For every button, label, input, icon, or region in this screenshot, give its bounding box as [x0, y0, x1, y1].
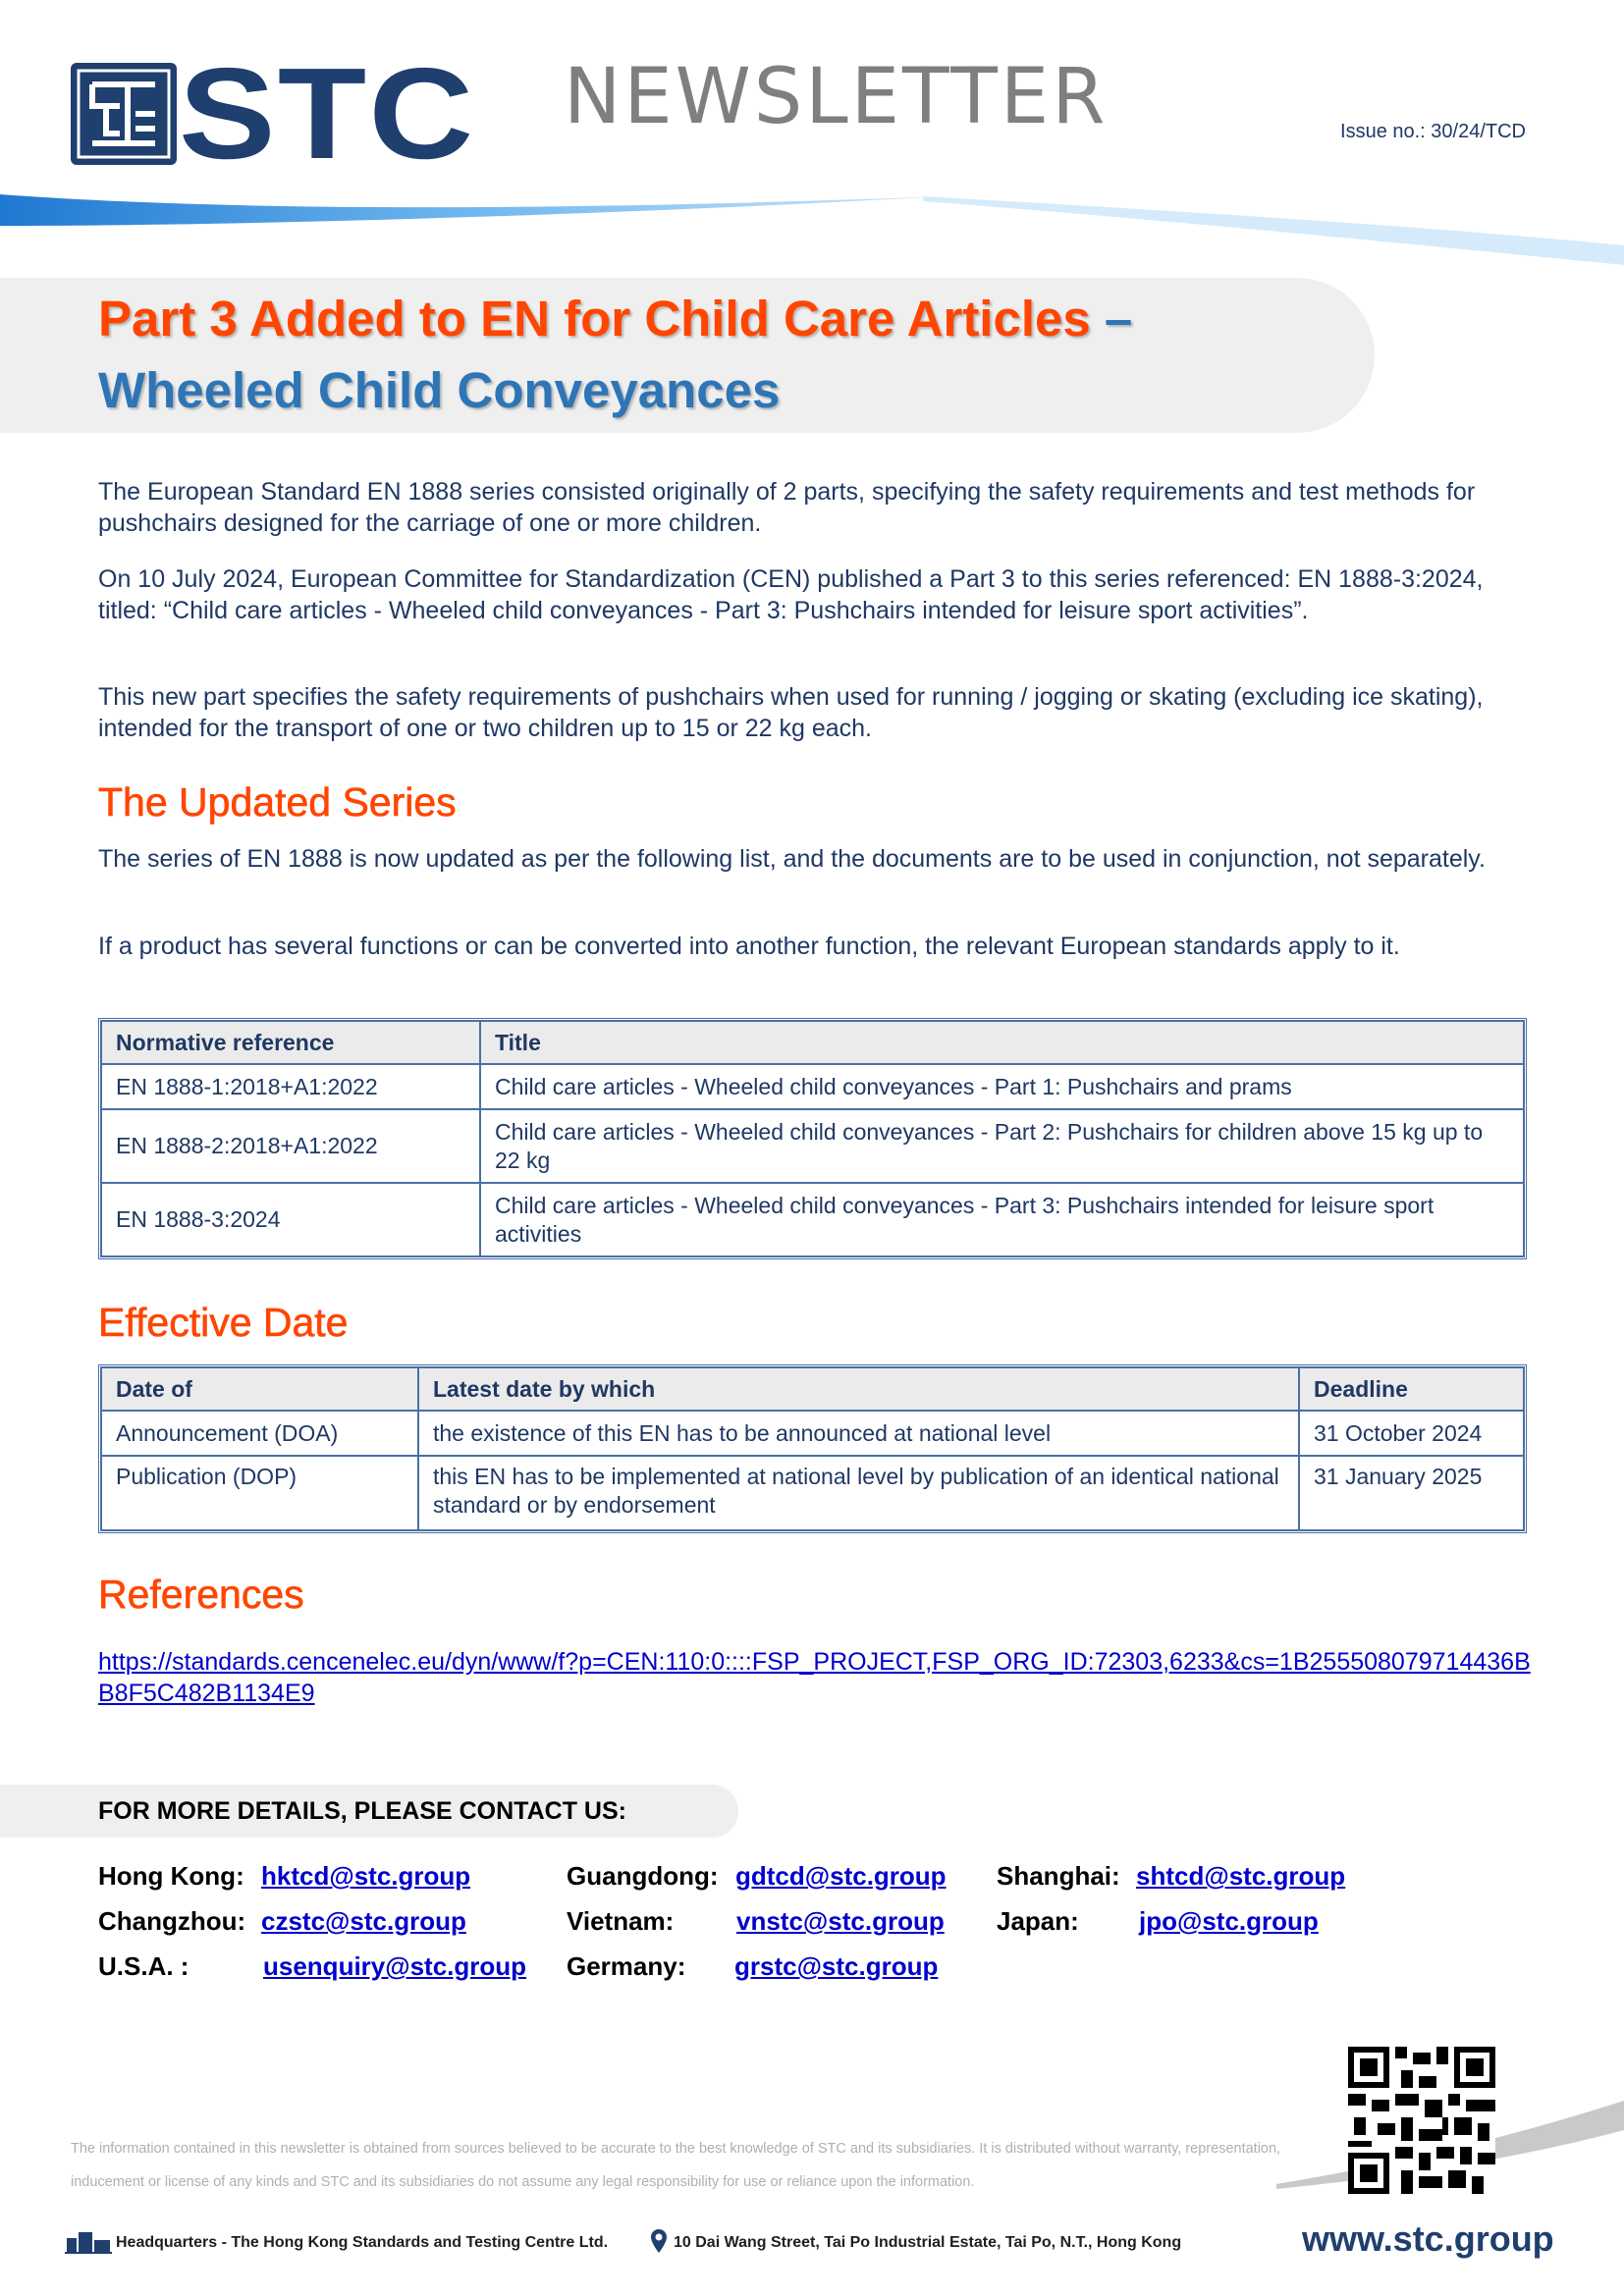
effective-date-table [98, 1364, 1527, 1533]
table-header-cell: Deadline [1299, 1367, 1524, 1411]
section-heading-references: References [98, 1572, 304, 1617]
intro-paragraph-1: The European Standard EN 1888 series consisted originally of 2 parts, specifying the safety requirements and test methods for pushchairs designed for the carriage of one or more children. [98, 478, 1476, 537]
section-heading-updated-series: The Updated Series [98, 779, 457, 825]
footer-address: 10 Dai Wang Street, Tai Po Industrial Estate, Tai Po, N.T., Hong Kong [674, 2234, 1182, 2251]
table-header-row [101, 1367, 1524, 1411]
contact-heading: FOR MORE DETAILS, PLEASE CONTACT US: [98, 1797, 626, 1825]
building-icon [65, 2228, 112, 2254]
contact-label-shanghai: Shanghai: [997, 1861, 1120, 1891]
article-title-line1: Part 3 Added to EN for Child Care Articles – [98, 291, 1133, 347]
contact-email-vietnam[interactable]: vnstc@stc.group [736, 1906, 945, 1936]
table-cell: Publication (DOP) [101, 1456, 418, 1530]
contact-email-hong-kong[interactable]: hktcd@stc.group [261, 1861, 471, 1891]
contact-label-changzhou: Changzhou: [98, 1906, 246, 1936]
footer-website[interactable]: www.stc.group [1302, 2218, 1554, 2259]
table-header-cell: Normative reference [101, 1021, 480, 1064]
normative-reference-table [98, 1018, 1527, 1259]
table-header-cell: Date of [101, 1367, 418, 1411]
qr-code-icon[interactable] [1348, 2047, 1495, 2194]
table-header-cell: Title [480, 1021, 1524, 1064]
header-swoosh [0, 177, 1624, 275]
contact-label-germany: Germany: [567, 1951, 686, 1981]
contact-email-shanghai[interactable]: shtcd@stc.group [1136, 1861, 1346, 1891]
table-cell: Child care articles - Wheeled child conveyances - Part 3: Pushchairs intended for leisure sport activities [480, 1183, 1524, 1256]
contact-email-japan[interactable]: jpo@stc.group [1139, 1906, 1319, 1936]
updated-paragraph-1: The series of EN 1888 is now updated as per the following list, and the documents are to be used in conjunction, not separately. [98, 845, 1486, 873]
table-row [101, 1456, 1524, 1530]
issue-number: Issue no.: 30/24/TCD [1340, 121, 1526, 142]
table-cell: the existence of this EN has to be announced at national level [418, 1411, 1299, 1456]
reference-link[interactable]: https://standards.cencenelec.eu/dyn/www/f?p=CEN:110:0::::FSP_PROJECT,FSP_ORG_ID:72303,6233&cs=1B255508079714436BB8F5C482B1134E9 [98, 1648, 1531, 1707]
table-cell: 31 October 2024 [1299, 1411, 1524, 1456]
newsletter-heading: NEWSLETTER [564, 53, 1109, 141]
table-row [101, 1411, 1524, 1456]
contact-email-guangdong[interactable]: gdtcd@stc.group [735, 1861, 947, 1891]
table-header-row [101, 1021, 1524, 1064]
contact-email-germany[interactable]: grstc@stc.group [734, 1951, 939, 1981]
table-row [101, 1109, 1524, 1183]
disclaimer-text: The information contained in this newsletter is obtained from sources believed to be accurate to the best knowledge of STC and its subsidiaries. It is distributed without warranty, representation, inducement or license of any kinds and STC and its subsidiaries do not assume any legal responsibility for use or reliance upon the information. [71, 2141, 1281, 2190]
section-heading-effective-date: Effective Date [98, 1300, 349, 1345]
stc-logo-mark [71, 63, 177, 165]
location-pin-icon [650, 2228, 668, 2254]
table-cell: Child care articles - Wheeled child conveyances - Part 2: Pushchairs for children above 15 kg up to 22 kg [480, 1109, 1524, 1183]
brand-logo-text: STC [179, 41, 476, 186]
contact-label-vietnam: Vietnam: [567, 1906, 675, 1936]
title-dash: – [1090, 291, 1133, 347]
stc-logo-icon [71, 63, 177, 165]
contact-email-usa[interactable]: usenquiry@stc.group [263, 1951, 527, 1981]
table-cell: 31 January 2025 [1299, 1456, 1524, 1530]
intro-paragraph-3: This new part specifies the safety requirements of pushchairs when used for running / jogging or skating (excluding ice skating), intended for the transport of one or two children up to 15 or 22 kg each. [98, 683, 1484, 742]
table-cell: Announcement (DOA) [101, 1411, 418, 1456]
table-row [101, 1064, 1524, 1109]
contact-label-guangdong: Guangdong: [567, 1861, 719, 1891]
table-cell: EN 1888-2:2018+A1:2022 [101, 1109, 480, 1183]
footer-headquarters: Headquarters - The Hong Kong Standards and Testing Centre Ltd. [116, 2234, 609, 2251]
updated-paragraph-2: If a product has several functions or can be converted into another function, the relevant European standards apply to it. [98, 933, 1400, 960]
intro-paragraph-2: On 10 July 2024, European Committee for Standardization (CEN) published a Part 3 to this series referenced: EN 1888-3:2024, titled: “Child care articles - Wheeled child conveyances - Part 3: Pushchairs intended for leisure sport activities”. [98, 565, 1484, 624]
table-cell: Child care articles - Wheeled child conveyances - Part 1: Pushchairs and prams [480, 1064, 1524, 1109]
table-header-cell: Latest date by which [418, 1367, 1299, 1411]
contact-label-japan: Japan: [997, 1906, 1079, 1936]
table-row [101, 1183, 1524, 1256]
table-cell: EN 1888-3:2024 [101, 1183, 480, 1256]
contact-label-usa: U.S.A. : [98, 1951, 189, 1981]
article-title-line2: Wheeled Child Conveyances [98, 362, 781, 418]
table-cell: EN 1888-1:2018+A1:2022 [101, 1064, 480, 1109]
table-cell: this EN has to be implemented at national level by publication of an identical national standard or by endorsement [418, 1456, 1299, 1530]
contact-email-changzhou[interactable]: czstc@stc.group [261, 1906, 466, 1936]
contact-label-hong-kong: Hong Kong: [98, 1861, 244, 1891]
